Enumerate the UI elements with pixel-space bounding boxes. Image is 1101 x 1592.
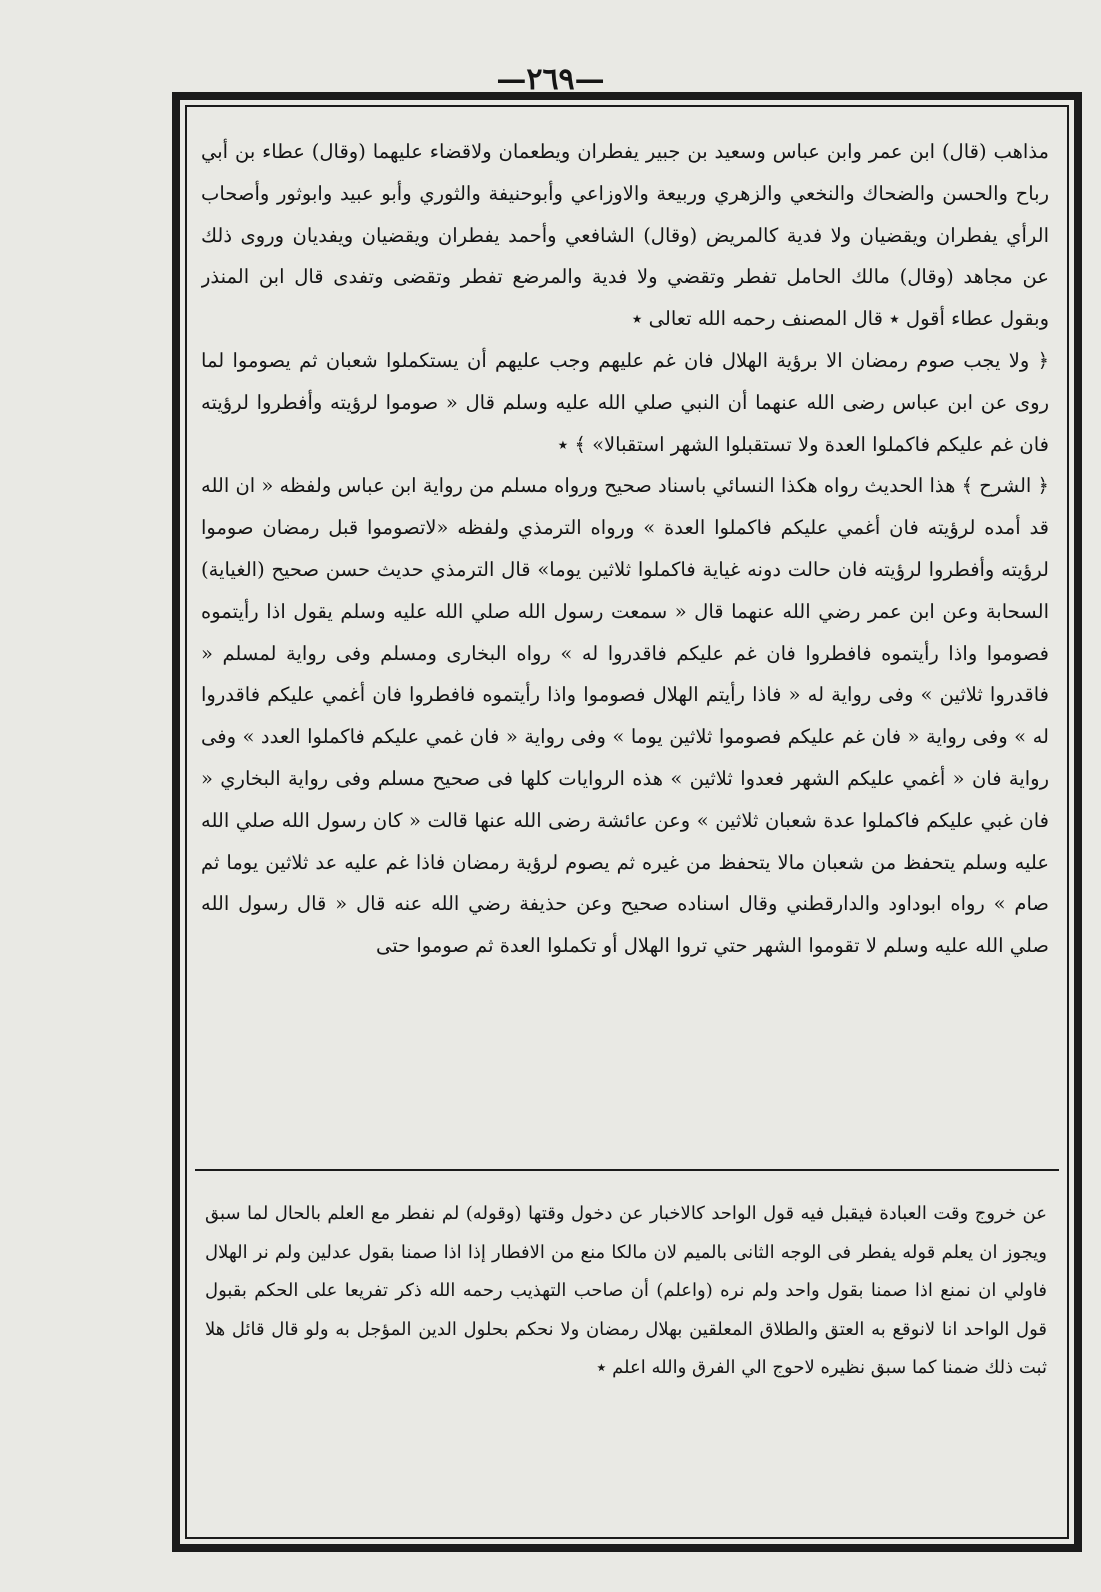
page-frame-inner bbox=[185, 105, 1069, 1539]
page-frame bbox=[172, 92, 1082, 1552]
footnote-divider bbox=[195, 1169, 1059, 1171]
footnote-block bbox=[205, 1195, 1047, 1525]
page-number: —٢٦٩— bbox=[496, 62, 605, 97]
main-paragraph-2: ﴿ ولا يجب صوم رمضان الا برؤية الهلال فان غم عليهم وجب عليهم أن يستكملوا شعبان ثم يصوموا لما روى عن ابن عباس رضى الله عنهما أن النبي صلي الله عليه وسلم قال « صوموا لرؤيته وأفطروا لرؤيته فان غم عليكم فاكملوا العدة ولا تستقبلوا الشهر استقبالا» ﴾ ٭ bbox=[201, 348, 1049, 456]
main-text-block bbox=[201, 131, 1049, 1151]
main-paragraph-1: مذاهب (قال) ابن عمر وابن عباس وسعيد بن جبير يفطران ويطعمان ولاقضاء عليهما (وقال) عطاء بن أبي رباح والحسن والضحاك والنخعي والزهري وربيعة والاوزاعي وأبوحنيفة والثوري وأبو عبيد وابوثور وأصحاب الرأي يفطران ويقضيان ولا فدية كالمريض (وقال) الشافعي وأحمد يفطران ويقضيان ويفديان وروى ذلك عن مجاهد (وقال) مالك الحامل تفطر وتقضي ولا فدية والمرضع تفطر وتقضى وتفدى قال ابن المنذر وبقول عطاء أقول ٭ قال المصنف رحمه الله تعالى ٭ bbox=[201, 140, 1049, 331]
footnote-paragraph-1: عن خروج وقت العبادة فيقبل فيه قول الواحد كالاخبار عن دخول وقتها (وقوله) لم نفطر مع العلم بالحال لما سبق ويجوز ان يعلم قوله يفطر فى الوجه الثانى بالميم لان مالكا منع من الافطار إذا اذا صمنا بقول عدلين ولم نر الهلال فاولي ان نمنع اذا صمنا بقول واحد ولم نره (واعلم) أن صاحب التهذيب رحمه الله ذكر تفريعا على الحكم بقبول قول الواحد انا لانوقع به العتق والطلاق المعلقين بهلال رمضان ولا نحكم بحلول الدين المؤجل به ولو قال قائل هلا ثبت ذلك ضمنا كما سبق نظيره لاحوج الي الفرق والله اعلم ٭ bbox=[205, 1203, 1047, 1378]
main-paragraph-3: ﴿ الشرح ﴾ هذا الحديث رواه هكذا النسائي باسناد صحيح ورواه مسلم من رواية ابن عباس ولفظه « ان الله قد أمده لرؤيته فان أغمي عليكم فاكملوا العدة » ورواه الترمذي ولفظه «لاتصوموا قبل رمضان صوموا لرؤيته وأفطروا لرؤيته فان حالت دونه غياية فاكملوا ثلاثين يوما» قال الترمذي حديث حسن صحيح (الغياية) السحابة وعن ابن عمر رضي الله عنهما قال « سمعت رسول الله صلي الله عليه وسلم يقول اذا رأيتموه فصوموا واذا رأيتموه فافطروا فان غم عليكم فاقدروا له » رواه البخارى ومسلم وفى رواية لمسلم « فاقدروا ثلاثين » وفى رواية له « فاذا رأيتم الهلال فصوموا واذا رأيتموه فافطروا فان أغمي عليكم فاقدروا له » وفى رواية « فان غم عليكم فصوموا ثلاثين يوما » وفى رواية « فان غمي عليكم فاكملوا العدد » وفى رواية فان « أغمي عليكم الشهر فعدوا ثلاثين » هذه الروايات كلها فى صحيح مسلم وفى رواية البخاري « فان غبي عليكم فاكملوا عدة شعبان ثلاثين » وعن عائشة رضى الله عنها قالت « كان رسول الله صلي الله عليه وسلم يتحفظ من شعبان مالا يتحفظ من غيره ثم يصوم لرؤية رمضان فاذا غم عليه عد ثلاثين يوما ثم صام » رواه ابوداود والدارقطني وقال اسناده صحيح وعن حذيفة رضي الله عنه قال « قال رسول الله صلي الله عليه وسلم لا تقوموا الشهر حتي تروا الهلال أو تكملوا العدة ثم صوموا حتى bbox=[201, 474, 1049, 958]
